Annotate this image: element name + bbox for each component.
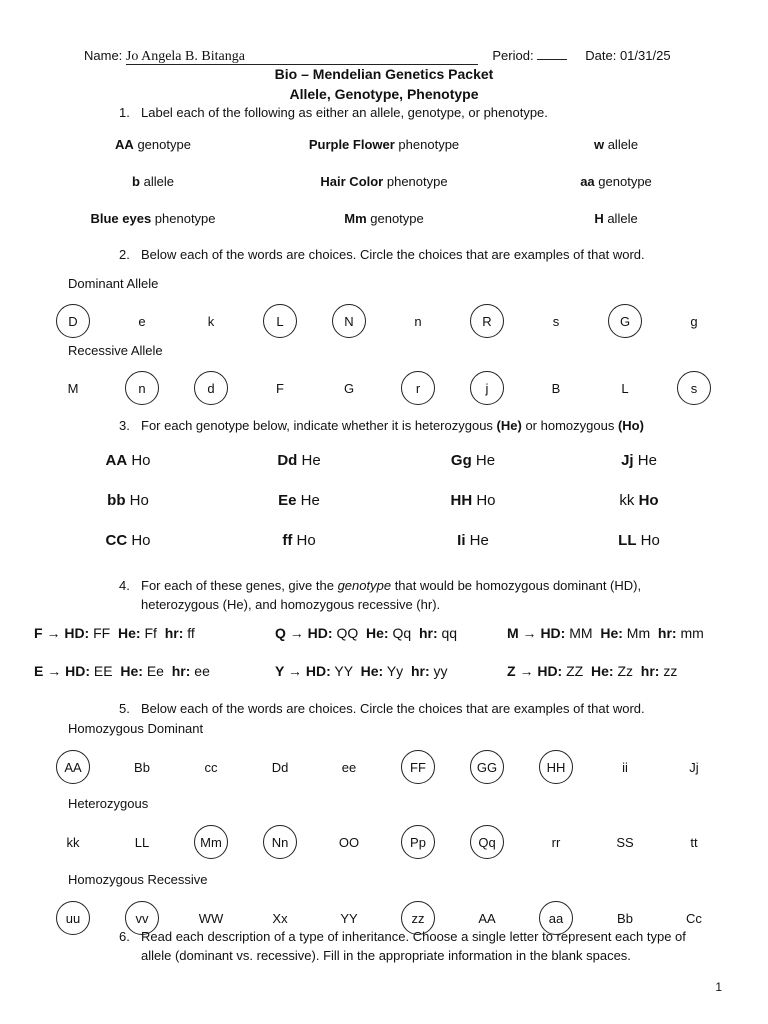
- genotype: ff: [282, 532, 293, 549]
- zygosity-answer: He: [475, 452, 496, 469]
- he-answer: Ff: [144, 625, 157, 641]
- circled-choice[interactable]: s: [677, 371, 711, 405]
- label-term: b: [132, 174, 140, 189]
- genotype-item: [451, 452, 495, 469]
- zygosity-answer: Ho: [640, 532, 660, 549]
- he-label: He:: [360, 663, 384, 679]
- gene-answer: [507, 625, 704, 641]
- genotype: AA: [105, 452, 128, 469]
- gene-answer: [507, 663, 677, 679]
- choice-group-label: Homozygous Recessive: [68, 872, 208, 887]
- label-item: [309, 137, 459, 152]
- choice[interactable]: ii: [622, 759, 628, 775]
- zygosity-answer: He: [637, 452, 657, 469]
- question-3: [119, 418, 644, 433]
- hd-answer: FF: [93, 625, 111, 641]
- gene-answer: [275, 625, 457, 641]
- question-4-text-post: that would be homozygous dominant (HD),: [391, 578, 642, 593]
- label-answer: allele: [607, 137, 639, 152]
- question-4: [119, 578, 641, 593]
- choice[interactable]: L: [621, 380, 629, 396]
- question-6-line-2: allele (dominant vs. recessive). Fill in the appropriate information in the blank spaces.: [141, 948, 631, 963]
- label-item: [594, 137, 638, 152]
- choice[interactable]: ee: [341, 759, 357, 775]
- name-field[interactable]: Jo Angela B. Bitanga: [126, 50, 478, 65]
- hr-answer: ee: [194, 663, 210, 679]
- question-5: [119, 701, 645, 716]
- label-term: AA: [115, 137, 134, 152]
- label-item: [320, 174, 447, 189]
- circled-choice[interactable]: Qq: [470, 825, 504, 859]
- circled-choice[interactable]: n: [125, 371, 159, 405]
- hr-answer: qq: [441, 625, 458, 641]
- zygosity-answer: Ho: [476, 492, 496, 509]
- choice[interactable]: e: [138, 313, 146, 329]
- circled-choice[interactable]: HH: [539, 750, 573, 784]
- choice[interactable]: Cc: [686, 910, 702, 926]
- circled-choice[interactable]: Pp: [401, 825, 435, 859]
- label-answer: phenotype: [154, 211, 216, 226]
- period-label: Period:: [492, 48, 534, 63]
- genotype: CC: [105, 532, 128, 549]
- gene-label: Q → HD:: [275, 625, 333, 641]
- label-answer: phenotype: [398, 137, 460, 152]
- packet-subtitle: Allele, Genotype, Phenotype: [289, 86, 479, 102]
- choice[interactable]: OO: [338, 834, 360, 850]
- label-item: [344, 211, 424, 226]
- circled-choice[interactable]: j: [470, 371, 504, 405]
- question-4-number: 4.: [119, 578, 130, 593]
- choice[interactable]: rr: [551, 834, 561, 850]
- question-6-number: 6.: [119, 929, 130, 944]
- choice-group-label: Recessive Allele: [68, 343, 163, 358]
- he-answer: Mm: [626, 625, 651, 641]
- question-2-text: Below each of the words are choices. Circle the choices that are examples of that word.: [141, 247, 645, 262]
- choice[interactable]: n: [414, 313, 422, 329]
- circled-choice[interactable]: L: [263, 304, 297, 338]
- hr-answer: ff: [187, 625, 195, 641]
- label-term: aa: [580, 174, 595, 189]
- hr-label: hr:: [657, 625, 677, 641]
- period-field[interactable]: [537, 47, 567, 60]
- hr-label: hr:: [418, 625, 438, 641]
- label-item: [594, 211, 637, 226]
- genotype-item: [621, 452, 657, 469]
- genotype: LL: [618, 532, 637, 549]
- choice[interactable]: tt: [690, 834, 698, 850]
- choice[interactable]: B: [551, 380, 561, 396]
- question-6: [119, 929, 686, 944]
- genotype: bb: [107, 492, 126, 509]
- genotype: kk: [619, 492, 635, 509]
- zygosity-answer: He: [469, 532, 489, 549]
- he-label: He:: [118, 625, 141, 641]
- zygosity-answer: Ho: [131, 452, 151, 469]
- question-2: [119, 247, 645, 262]
- question-2-number: 2.: [119, 247, 130, 262]
- hr-label: hr:: [640, 663, 660, 679]
- genotype-item: [278, 492, 320, 509]
- circled-choice[interactable]: aa: [539, 901, 573, 935]
- circled-choice[interactable]: Nn: [263, 825, 297, 859]
- question-3-number: 3.: [119, 418, 130, 433]
- circled-choice[interactable]: uu: [56, 901, 90, 935]
- choice[interactable]: kk: [66, 834, 80, 850]
- label-term: Hair Color: [320, 174, 384, 189]
- label-answer: genotype: [370, 211, 424, 226]
- question-4-emphasis: genotype: [337, 578, 392, 593]
- hr-answer: zz: [663, 663, 678, 679]
- question-1-text: Label each of the following as either an allele, genotype, or phenotype.: [141, 105, 548, 120]
- genotype: Gg: [450, 452, 472, 469]
- label-item: [580, 174, 652, 189]
- choice[interactable]: s: [552, 313, 560, 329]
- hr-label: hr:: [410, 663, 430, 679]
- zygosity-answer: Ho: [129, 492, 149, 509]
- label-item: [132, 174, 174, 189]
- question-1-number: 1.: [119, 105, 130, 120]
- page-number: 1: [715, 980, 722, 994]
- question-3-text: For each genotype below, indicate whether it is heterozygous: [141, 418, 497, 433]
- name-label: Name:: [84, 48, 123, 63]
- choice[interactable]: Bb: [134, 759, 150, 775]
- question-5-text: Below each of the words are choices. Circle the choices that are examples of that word.: [141, 701, 645, 716]
- question-4-line-2: heterozygous (He), and homozygous recessive (hr).: [141, 597, 441, 612]
- zygosity-answer: Ho: [296, 532, 316, 549]
- he-answer: Zz: [617, 663, 634, 679]
- label-answer: genotype: [137, 137, 191, 152]
- choice[interactable]: F: [276, 380, 284, 396]
- zygosity-answer: He: [300, 492, 320, 509]
- circled-choice[interactable]: Mm: [194, 825, 228, 859]
- zygosity-answer: He: [301, 452, 321, 469]
- genotype-item: [105, 532, 150, 549]
- question-6-text: Read each description of a type of inheritance. Choose a single letter to represent each type of: [141, 929, 686, 944]
- he-label: He:: [591, 663, 614, 679]
- circled-choice[interactable]: G: [608, 304, 642, 338]
- label-item: [115, 137, 191, 152]
- genotype-item: [107, 492, 149, 509]
- circled-choice[interactable]: zz: [401, 901, 435, 935]
- label-term: H: [594, 211, 604, 226]
- circled-choice[interactable]: r: [401, 371, 435, 405]
- packet-title: Bio – Mendelian Genetics Packet: [274, 66, 494, 82]
- choice[interactable]: Xx: [272, 910, 288, 926]
- genotype-item: [619, 492, 658, 509]
- label-term: Blue eyes: [90, 211, 152, 226]
- choice[interactable]: WW: [198, 910, 224, 926]
- hr-label: hr:: [164, 625, 184, 641]
- genotype: Ee: [278, 492, 297, 509]
- circled-choice[interactable]: AA: [56, 750, 90, 784]
- hd-answer: EE: [93, 663, 113, 679]
- hr-label: hr:: [171, 663, 191, 679]
- gene-label: Y → HD:: [275, 663, 331, 679]
- circled-choice[interactable]: R: [470, 304, 504, 338]
- gene-answer: [275, 663, 448, 679]
- label-item: [90, 211, 215, 226]
- gene-answer: [34, 625, 195, 641]
- choice[interactable]: YY: [340, 910, 358, 926]
- gene-answer: [34, 663, 210, 679]
- question-4-text: For each of these genes, give the: [141, 578, 338, 593]
- choice[interactable]: cc: [204, 759, 218, 775]
- genotype: Jj: [621, 452, 634, 469]
- he-answer: Ee: [146, 663, 164, 679]
- he-label: He:: [366, 625, 389, 641]
- label-answer: allele: [607, 211, 638, 226]
- label-answer: phenotype: [386, 174, 448, 189]
- choice[interactable]: g: [690, 313, 698, 329]
- choice-group-label: Heterozygous: [68, 796, 149, 811]
- hr-answer: mm: [680, 625, 704, 641]
- genotype-item: [450, 492, 495, 509]
- gene-label: E → HD:: [34, 663, 90, 679]
- choice[interactable]: Dd: [271, 759, 289, 775]
- he-label: He:: [600, 625, 623, 641]
- genotype: Dd: [277, 452, 298, 469]
- he-label: He:: [120, 663, 143, 679]
- choice[interactable]: Jj: [689, 759, 699, 775]
- gene-label: Z → HD:: [507, 663, 563, 679]
- question-3-text-mid: or homozygous: [521, 418, 618, 433]
- date-label: Date: 01/31/25: [585, 48, 671, 63]
- genotype: HH: [450, 492, 473, 509]
- choice[interactable]: k: [207, 313, 215, 329]
- gene-label: F → HD:: [34, 625, 90, 641]
- label-term: w: [593, 137, 605, 152]
- label-answer: genotype: [598, 174, 652, 189]
- hd-answer: MM: [569, 625, 593, 641]
- genotype-item: [282, 532, 315, 549]
- circled-choice[interactable]: GG: [470, 750, 504, 784]
- genotype-item: [277, 452, 320, 469]
- hd-answer: ZZ: [566, 663, 584, 679]
- circled-choice[interactable]: N: [332, 304, 366, 338]
- hr-answer: yy: [433, 663, 448, 679]
- label-answer: allele: [143, 174, 174, 189]
- hd-answer: YY: [334, 663, 353, 679]
- he-answer: Yy: [386, 663, 404, 679]
- choice[interactable]: LL: [134, 834, 150, 850]
- question-3-he: (He): [496, 418, 522, 433]
- circled-choice[interactable]: FF: [401, 750, 435, 784]
- circled-choice[interactable]: d: [194, 371, 228, 405]
- choice-group-label: Dominant Allele: [68, 276, 159, 291]
- circled-choice[interactable]: vv: [125, 901, 159, 935]
- label-term: Mm: [344, 211, 367, 226]
- genotype-item: [457, 532, 489, 549]
- label-term: Purple Flower: [308, 137, 395, 152]
- question-5-number: 5.: [119, 701, 130, 716]
- zygosity-answer: Ho: [638, 492, 659, 509]
- genotype-item: [618, 532, 660, 549]
- choice[interactable]: G: [343, 380, 355, 396]
- choice[interactable]: Bb: [617, 910, 633, 926]
- question-1: [119, 105, 548, 120]
- choice[interactable]: AA: [478, 910, 496, 926]
- choice-group-label: Homozygous Dominant: [68, 721, 204, 736]
- circled-choice[interactable]: D: [56, 304, 90, 338]
- genotype: Ii: [457, 532, 466, 549]
- choice[interactable]: SS: [616, 834, 634, 850]
- gene-label: M → HD:: [507, 625, 566, 641]
- question-3-ho: (Ho): [617, 418, 644, 433]
- zygosity-answer: Ho: [131, 532, 151, 549]
- choice[interactable]: M: [67, 380, 79, 396]
- header-line: [84, 47, 671, 65]
- genotype-item: [105, 452, 150, 469]
- he-answer: Qq: [392, 625, 412, 641]
- hd-answer: QQ: [336, 625, 359, 641]
